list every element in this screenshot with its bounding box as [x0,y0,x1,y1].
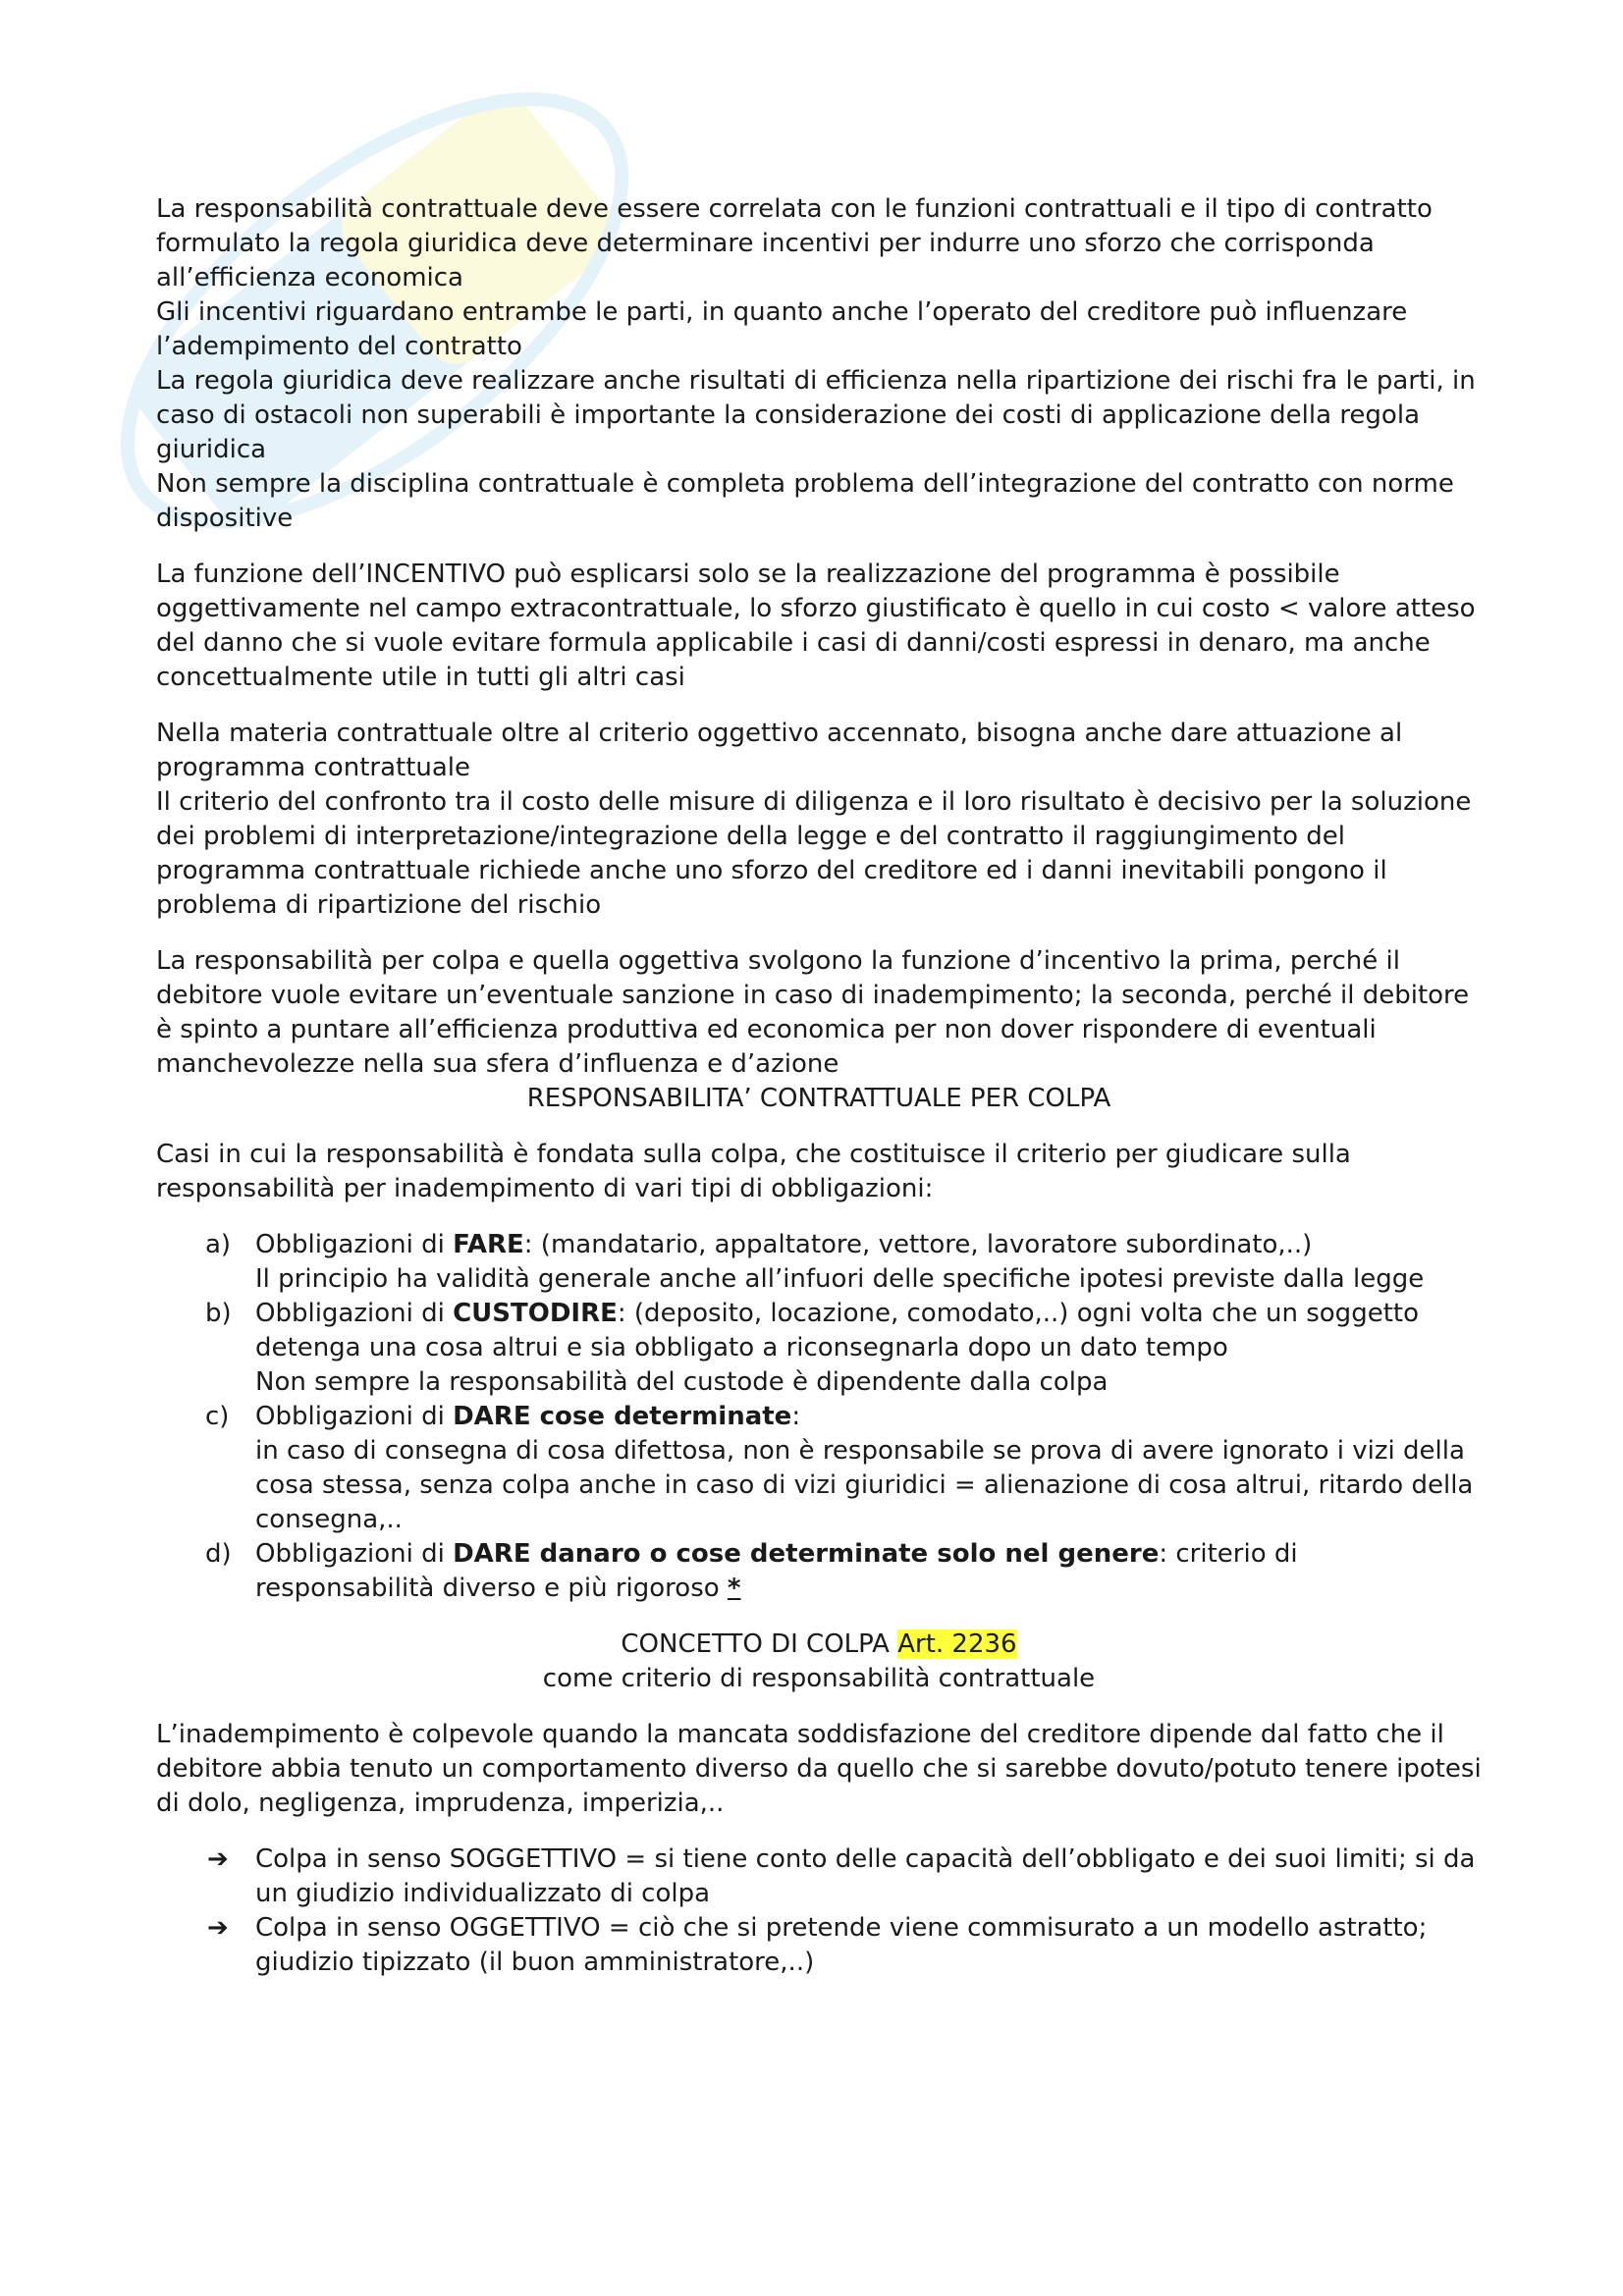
list-item: a) Obbligazioni di FARE: (mandatario, appaltatore, vettore, lavoratore subordinato,..) Il principio ha validità generale anche all’infuori delle specifiche ipotesi previste dalla legge [205,1230,1425,1294]
list-marker: c) [205,1402,230,1431]
paragraph: La responsabilità contrattuale deve essere correlata con le funzioni contrattuali e il tipo di contratto formulato la regola giuridica deve determinare incentivi per indurre uno sforzo che corrisponda all’efficienza economica [156,194,1433,293]
list-item: ➔ Colpa in senso OGGETTIVO = ciò che si pretende viene commisurato a un modello astratto; giudizio tipizzato (il buon amministratore,..) [207,1913,1428,1977]
footnote-star: * [727,1574,741,1603]
paragraph: La regola giuridica deve realizzare anche risultati di efficienza nella ripartizione dei rischi fra le parti, in caso di ostacoli non superabili è importante la considerazione dei costi di applicazione della regola giuridica [156,366,1476,464]
arrow-icon: ➔ [207,1844,229,1874]
paragraph-incentivo: La funzione dell’INCENTIVO può esplicarsi solo se la realizzazione del programma è possibile oggettivamente nel campo extracontrattuale, lo sforzo giustificato è quello in cui costo < valore atteso del danno che si vuole evitare formula applicabile i casi di danni/costi espressi in denaro, ma anche concettualmente utile in tutti gli altri casi [156,560,1476,692]
list-item: ➔ Colpa in senso SOGGETTIVO = si tiene conto delle capacità dell’obbligato e dei suoi limiti; si da un giudizio individualizzato di colpa [207,1844,1476,1908]
list-item: b) Obbligazioni di CUSTODIRE: (deposito, locazione, comodato,..) ogni volta che un soggetto detenga una cosa altrui e sia obbligato a riconsegnarla dopo un dato tempo Non sempre la responsabilità del custode è dipendente dalla colpa [205,1299,1419,1397]
paragraph-casi: Casi in cui la responsabilità è fondata sulla colpa, che costituisce il criterio per giudicare sulla responsabilità per inadempimento di vari tipi di obbligazioni: [156,1140,1351,1203]
paragraph-inadempimento: L’inadempimento è colpevole quando la mancata soddisfazione del creditore dipende dal fatto che il debitore abbia tenuto un comportamento diverso da quello che si sarebbe dovuto/potuto tenere ipotesi di dolo, negligenza, imprudenza, imperizia,.. [156,1720,1482,1818]
paragraph: Il criterio del confronto tra il costo delle misure di diligenza e il loro risultato è decisivo per la soluzione dei problemi di interpretazione/integrazione della legge e del contratto il raggiungimento del programma contrattuale richiede anche uno sforzo del creditore ed i danni inevitabili pongono il problema di ripartizione del rischio [156,787,1472,920]
section-heading: RESPONSABILITA’ CONTRATTUALE PER COLPA [526,1084,1111,1113]
paragraph: Gli incentivi riguardano entrambe le parti, in quanto anche l’operato del creditore può influenzare l’adempimento del contratto [156,297,1408,361]
highlighted-article: Art. 2236 [897,1629,1017,1659]
intro-block [156,192,1482,536]
document-page [156,192,1482,1980]
list-marker: b) [205,1299,232,1328]
arrow-icon: ➔ [207,1913,229,1943]
list-item: c) Obbligazioni di DARE cose determinate: in caso di consegna di cosa difettosa, non è responsabile se prova di avere ignorato i vizi della cosa stessa, senza colpa anche in caso di vizi giuridici = alienazione di cosa altrui, ritardo della consegna,.. [205,1402,1474,1534]
materia-block [156,717,1482,923]
section-heading-colpa: CONCETTO DI COLPA Art. 2236 come criterio di responsabilità contrattuale [542,1629,1096,1693]
paragraph-colpa-oggettiva: La responsabilità per colpa e quella oggettiva svolgono la funzione d’incentivo la prima, perché il debitore vuole evitare un’eventuale sanzione in caso di inadempimento; la seconda, perché il debitore è spinto a puntare all’efficienza produttiva ed economica per non dover rispondere di eventuali manchevolezze nella sua sfera d’influenza e d’azione [156,946,1470,1079]
paragraph: Non sempre la disciplina contrattuale è completa problema dell’integrazione del contratto con norme dispositive [156,469,1454,533]
list-item: d) Obbligazioni di DARE danaro o cose determinate solo nel genere: criterio di responsabilità diverso e più rigoroso * [205,1539,1298,1603]
obligations-list [156,1228,1482,1606]
list-marker: d) [205,1539,232,1569]
colpa-list [156,1842,1482,1980]
list-marker: a) [205,1230,232,1259]
paragraph: Nella materia contrattuale oltre al criterio oggettivo accennato, bisogna anche dare attuazione al programma contrattuale [156,719,1403,782]
